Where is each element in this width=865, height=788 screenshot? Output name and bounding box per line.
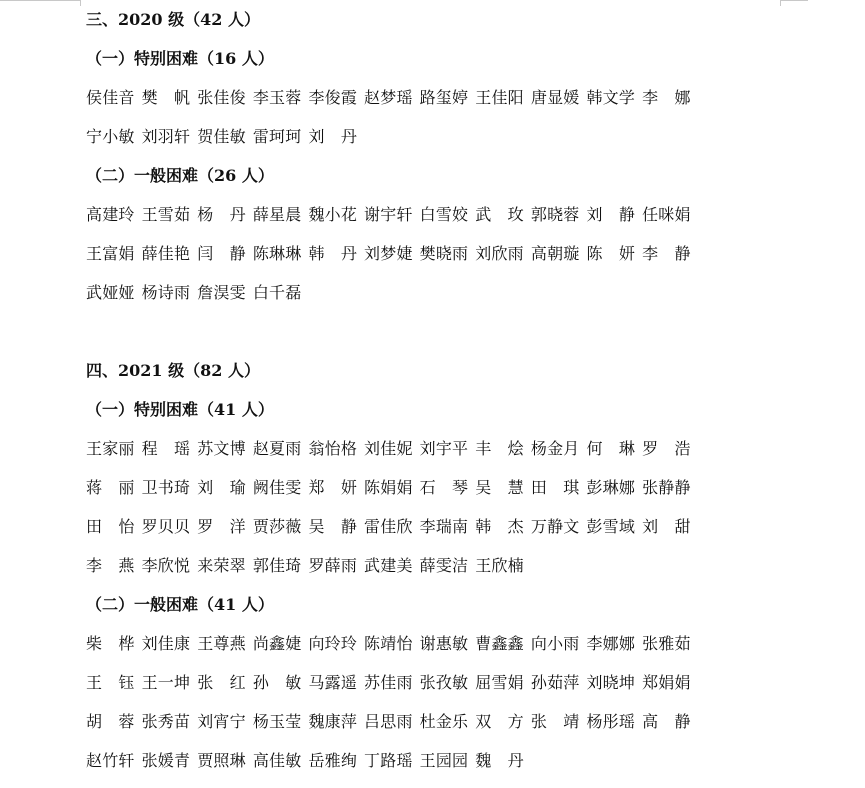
student-name: 阙佳雯 [252, 478, 302, 497]
name-list-line [86, 712, 786, 732]
page-corner-mark-left-vertical [80, 0, 81, 6]
student-name: 韩 杰 [475, 517, 524, 536]
student-name: 刘佳妮 [364, 439, 413, 458]
student-name: 苏文博 [197, 439, 246, 458]
student-name: 赵夏雨 [252, 439, 302, 458]
student-name: 高佳敏 [252, 751, 302, 770]
page-corner-mark-right [780, 0, 808, 1]
student-name: 陈娟娟 [364, 478, 413, 497]
name-list-line [86, 556, 786, 576]
student-name: 贺佳敏 [197, 127, 246, 146]
student-name: 孙茹萍 [530, 673, 580, 692]
student-name: 吴 慧 [475, 478, 524, 497]
name-list-line [86, 283, 786, 303]
student-name: 李娜娜 [586, 634, 636, 653]
student-name: 刘 静 [586, 205, 636, 224]
student-name: 武建美 [364, 556, 413, 575]
page-corner-mark-right-vertical [780, 0, 781, 6]
student-name: 杨彤瑶 [586, 712, 636, 731]
student-name: 魏小花 [308, 205, 358, 224]
student-name: 樊晓雨 [419, 244, 469, 263]
student-name: 刘晓坤 [586, 673, 636, 692]
student-name: 郭佳琦 [252, 556, 302, 575]
student-name: 谢宇轩 [364, 205, 413, 224]
student-name: 李 燕 [86, 556, 135, 575]
student-name: 马露遥 [308, 673, 358, 692]
student-name: 郑娟娟 [642, 673, 691, 692]
student-name: 高 静 [642, 712, 691, 731]
student-name: 向小雨 [530, 634, 580, 653]
student-name: 任咪娟 [642, 205, 691, 224]
student-name: 唐显媛 [530, 88, 580, 107]
student-name: 刘欣雨 [475, 244, 524, 263]
name-list-line [86, 517, 786, 537]
student-name: 王富娟 [86, 244, 135, 263]
student-name: 尚鑫婕 [252, 634, 302, 653]
group-heading: （二）一般困难（41 人） [86, 595, 274, 614]
student-name: 王雪茹 [141, 205, 191, 224]
student-name: 张 靖 [530, 712, 580, 731]
name-list-line [86, 205, 786, 225]
student-name: 杜金乐 [419, 712, 469, 731]
student-name: 张孜敏 [419, 673, 469, 692]
student-name: 贾莎薇 [252, 517, 302, 536]
name-list-line [86, 127, 786, 147]
student-name: 程 瑶 [141, 439, 191, 458]
name-list-line [86, 634, 786, 654]
page-corner-mark-left [0, 0, 80, 1]
student-name: 屈雪娟 [475, 673, 524, 692]
student-name: 王一坤 [141, 673, 191, 692]
student-name: 田 怡 [86, 517, 135, 536]
student-name: 万静文 [530, 517, 580, 536]
student-name: 张静静 [642, 478, 691, 497]
student-name: 高建玲 [86, 205, 135, 224]
name-list-line [86, 88, 786, 108]
student-name: 张 红 [197, 673, 246, 692]
student-name: 彭琳娜 [586, 478, 636, 497]
student-name: 武 玫 [475, 205, 524, 224]
student-name: 闫 静 [197, 244, 246, 263]
student-name: 李 静 [642, 244, 691, 263]
student-name: 陈靖怡 [364, 634, 413, 653]
student-name: 刘宇平 [419, 439, 469, 458]
student-name: 罗 浩 [642, 439, 691, 458]
student-name: 张媛青 [141, 751, 191, 770]
student-name: 赵梦瑶 [364, 88, 413, 107]
student-name: 宁小敏 [86, 127, 135, 146]
student-name: 薛雯洁 [419, 556, 469, 575]
student-name: 石 琴 [419, 478, 469, 497]
student-name: 张秀苗 [141, 712, 191, 731]
student-name: 丰 烩 [475, 439, 524, 458]
student-name: 李 娜 [642, 88, 691, 107]
student-name: 刘宵宁 [197, 712, 246, 731]
student-name: 卫书琦 [141, 478, 191, 497]
student-name: 侯佳音 [86, 88, 135, 107]
student-name: 薛星晨 [252, 205, 302, 224]
student-name: 刘佳康 [141, 634, 191, 653]
student-name: 王园园 [419, 751, 469, 770]
student-name: 双 方 [475, 712, 524, 731]
student-name: 杨金月 [530, 439, 580, 458]
name-list-line [86, 751, 786, 771]
student-name: 赵竹轩 [86, 751, 135, 770]
student-name: 罗贝贝 [141, 517, 191, 536]
student-name: 詹淏雯 [197, 283, 246, 302]
student-name: 田 琪 [530, 478, 580, 497]
student-name: 韩 丹 [308, 244, 358, 263]
student-name: 彭雪域 [586, 517, 636, 536]
student-name: 苏佳雨 [364, 673, 413, 692]
name-list-line [86, 244, 786, 264]
student-name: 孙 敏 [252, 673, 302, 692]
student-name: 胡 蓉 [86, 712, 135, 731]
name-list-line [86, 439, 786, 459]
student-name: 刘 丹 [308, 127, 358, 146]
student-name: 吕思雨 [364, 712, 413, 731]
student-name: 刘梦婕 [364, 244, 413, 263]
section-heading: 四、2021 级（82 人） [86, 361, 260, 380]
student-name: 韩文学 [586, 88, 636, 107]
student-name: 白雪姣 [419, 205, 469, 224]
student-name: 高朝璇 [530, 244, 580, 263]
student-name: 李欣悦 [141, 556, 191, 575]
student-name: 王 钰 [86, 673, 135, 692]
student-name: 曹鑫鑫 [475, 634, 524, 653]
name-list-line [86, 673, 786, 693]
student-name: 张雅茹 [642, 634, 691, 653]
student-name: 杨诗雨 [141, 283, 191, 302]
section-heading: 三、2020 级（42 人） [86, 10, 260, 29]
student-name: 雷佳欣 [364, 517, 413, 536]
student-name: 贾照琳 [197, 751, 246, 770]
student-name: 张佳俊 [197, 88, 246, 107]
name-list-line [86, 478, 786, 498]
student-name: 郑 妍 [308, 478, 358, 497]
group-heading: （二）一般困难（26 人） [86, 166, 274, 185]
student-name: 杨 丹 [197, 205, 246, 224]
group-heading: （一）特别困难（41 人） [86, 400, 274, 419]
student-name: 李瑞南 [419, 517, 469, 536]
student-name: 薛佳艳 [141, 244, 191, 263]
student-name: 何 琳 [586, 439, 636, 458]
student-name: 吴 静 [308, 517, 358, 536]
student-name: 谢惠敏 [419, 634, 469, 653]
group-heading: （一）特别困难（16 人） [86, 49, 274, 68]
student-name: 王家丽 [86, 439, 135, 458]
student-name: 陈 妍 [586, 244, 636, 263]
student-name: 白千磊 [252, 283, 302, 302]
student-name: 雷珂珂 [252, 127, 302, 146]
student-name: 丁路瑶 [364, 751, 413, 770]
student-name: 蒋 丽 [86, 478, 135, 497]
student-name: 翁怡格 [308, 439, 358, 458]
student-name: 刘 瑜 [197, 478, 246, 497]
student-name: 来荣翠 [197, 556, 246, 575]
student-name: 魏康萍 [308, 712, 358, 731]
student-name: 岳雅绚 [308, 751, 358, 770]
student-name: 刘羽轩 [141, 127, 191, 146]
student-name: 李俊霞 [308, 88, 358, 107]
student-name: 李玉蓉 [252, 88, 302, 107]
student-name: 罗薛雨 [308, 556, 358, 575]
student-name: 杨玉莹 [252, 712, 302, 731]
student-name: 向玲玲 [308, 634, 358, 653]
student-name: 路玺婷 [419, 88, 469, 107]
student-name: 陈琳琳 [252, 244, 302, 263]
student-name: 王欣楠 [475, 556, 524, 575]
student-name: 魏 丹 [475, 751, 524, 770]
student-name: 刘 甜 [642, 517, 691, 536]
student-name: 王尊燕 [197, 634, 246, 653]
student-name: 柴 桦 [86, 634, 135, 653]
student-name: 武娅娅 [86, 283, 135, 302]
student-name: 郭晓蓉 [530, 205, 580, 224]
student-name: 樊 帆 [141, 88, 191, 107]
student-name: 罗 洋 [197, 517, 246, 536]
student-name: 王佳阳 [475, 88, 524, 107]
